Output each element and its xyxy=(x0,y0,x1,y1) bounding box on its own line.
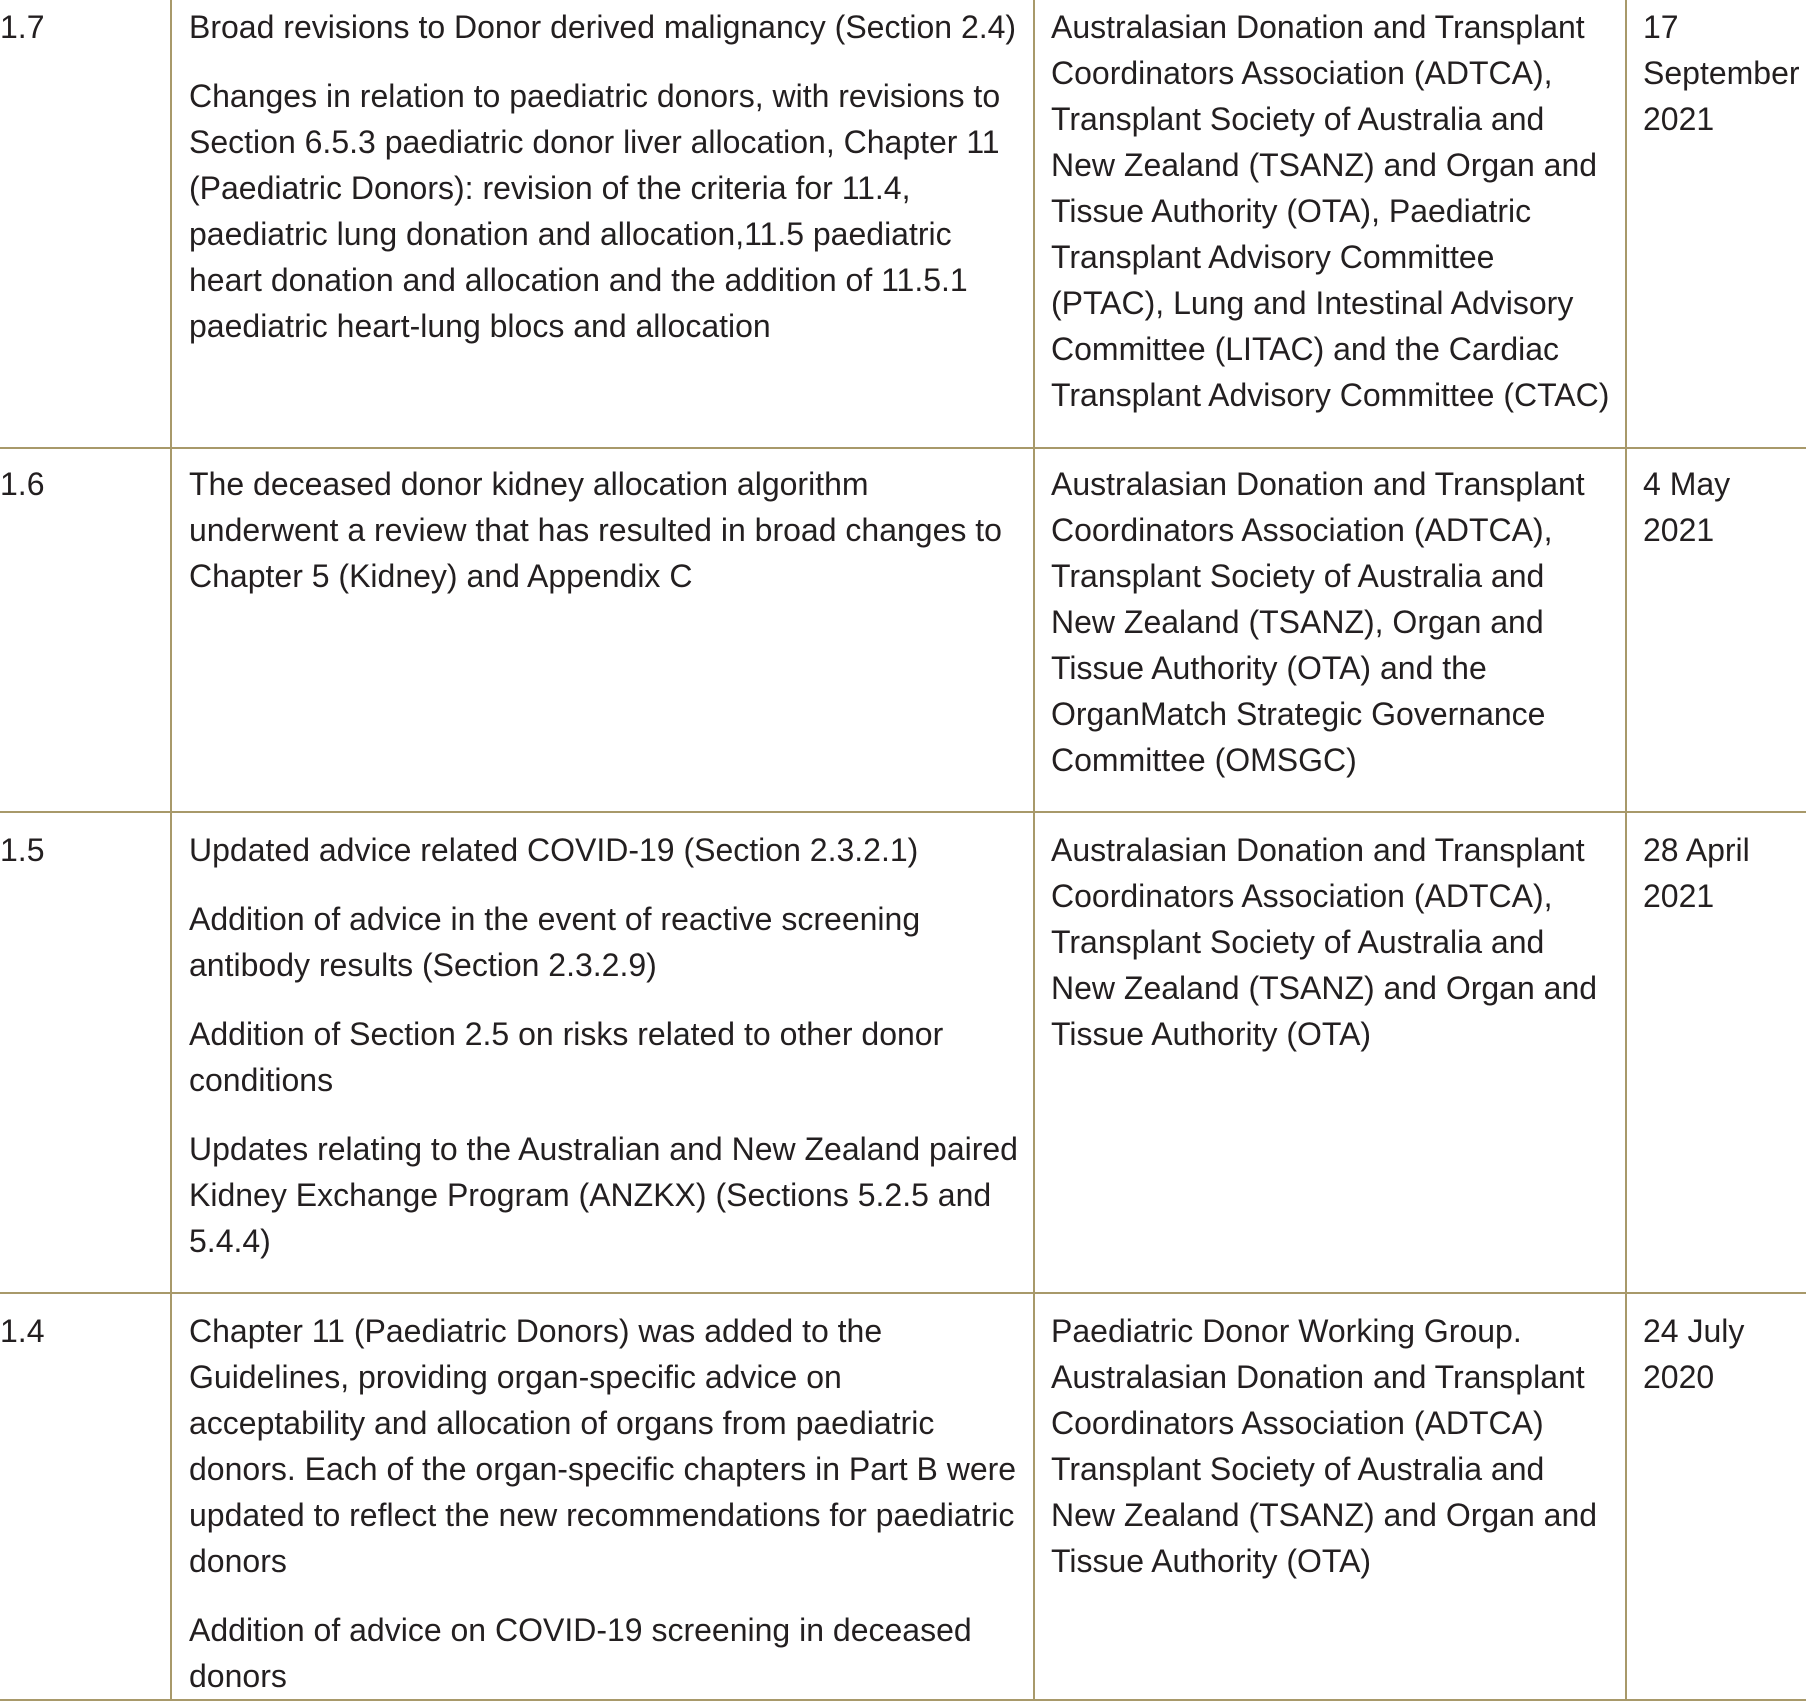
authors-cell xyxy=(1034,0,1626,448)
version-number: 1.6 xyxy=(0,466,45,502)
date-cell xyxy=(1626,448,1806,812)
date-text: 28 April 2021 xyxy=(1643,832,1750,914)
date-text: 24 July 2020 xyxy=(1643,1313,1745,1395)
description-paragraph: Changes in relation to paediatric donors, with revisions to Section 6.5.3 paediatric donor liver allocation, Chapter 11 (Paediatric Donors): revision of the criteria for 11.4, paediatric lung donation and allocation,11.5 paediatric heart donation and allocation and the addition of 11.5.1 paediatric heart-lung blocs and allocation xyxy=(189,78,1001,344)
authors-text: Paediatric Donor Working Group. Australasian Donation and Transplant Coordinators Association (ADTCA) Transplant Society of Australia and New Zealand (TSANZ) and Organ and Tissue Authority (OTA) xyxy=(1051,1313,1598,1579)
version-number: 1.5 xyxy=(0,832,45,868)
date-text: 17 September 2021 xyxy=(1643,9,1800,137)
description-paragraph: Updated advice related COVID-19 (Section 2.3.2.1) xyxy=(189,832,919,868)
version-cell xyxy=(0,1293,171,1700)
date-cell xyxy=(1626,812,1806,1293)
date-text: 4 May 2021 xyxy=(1643,466,1731,548)
description-cell xyxy=(171,0,1034,448)
authors-text: Australasian Donation and Transplant Coordinators Association (ADTCA), Transplant Society of Australia and New Zealand (TSANZ) and Organ and Tissue Authority (OTA) xyxy=(1051,832,1598,1052)
authors-cell xyxy=(1034,812,1626,1293)
description-paragraph: Addition of advice on COVID-19 screening in deceased donors xyxy=(189,1612,972,1694)
description-paragraph: Addition of advice in the event of reactive screening antibody results (Section 2.3.2.9) xyxy=(189,901,921,983)
date-cell xyxy=(1626,1293,1806,1700)
version-number: 1.7 xyxy=(0,9,45,45)
table-row xyxy=(0,1293,1806,1700)
authors-text: Australasian Donation and Transplant Coordinators Association (ADTCA), Transplant Society of Australia and New Zealand (TSANZ), Organ and Tissue Authority (OTA) and the OrganMatch Strategic Governance Committee (OMSGC) xyxy=(1051,466,1585,778)
date-cell xyxy=(1626,0,1806,448)
table-row xyxy=(0,0,1806,448)
authors-cell xyxy=(1034,1293,1626,1700)
description-paragraph: Addition of Section 2.5 on risks related to other donor conditions xyxy=(189,1016,944,1098)
description-cell xyxy=(171,812,1034,1293)
table-row xyxy=(0,812,1806,1293)
description-paragraph: Chapter 11 (Paediatric Donors) was added to the Guidelines, providing organ-specific advice on acceptability and allocation of organs from paediatric donors. Each of the organ-specific chapters in Part B were updated to reflect the new recommendations for paediatric donors xyxy=(189,1313,1017,1579)
authors-text: Australasian Donation and Transplant Coordinators Association (ADTCA), Transplant Society of Australia and New Zealand (TSANZ) and Organ and Tissue Authority (OTA), Paediatric Transplant Advisory Committee (PTAC), Lung and Intestinal Advisory Committee (LITAC) and the Cardiac Transplant Advisory Committee (CTAC) xyxy=(1051,9,1610,413)
description-cell xyxy=(171,448,1034,812)
version-cell xyxy=(0,448,171,812)
version-number: 1.4 xyxy=(0,1313,45,1349)
table-row xyxy=(0,448,1806,812)
version-cell xyxy=(0,812,171,1293)
description-cell xyxy=(171,1293,1034,1700)
description-paragraph: Updates relating to the Australian and New Zealand paired Kidney Exchange Program (ANZKX) (Sections 5.2.5 and 5.4.4) xyxy=(189,1131,1018,1259)
description-paragraph: Broad revisions to Donor derived malignancy (Section 2.4) xyxy=(189,9,1017,45)
version-cell xyxy=(0,0,171,448)
description-paragraph: The deceased donor kidney allocation algorithm underwent a review that has resulted in broad changes to Chapter 5 (Kidney) and Appendix C xyxy=(189,466,1002,594)
authors-cell xyxy=(1034,448,1626,812)
